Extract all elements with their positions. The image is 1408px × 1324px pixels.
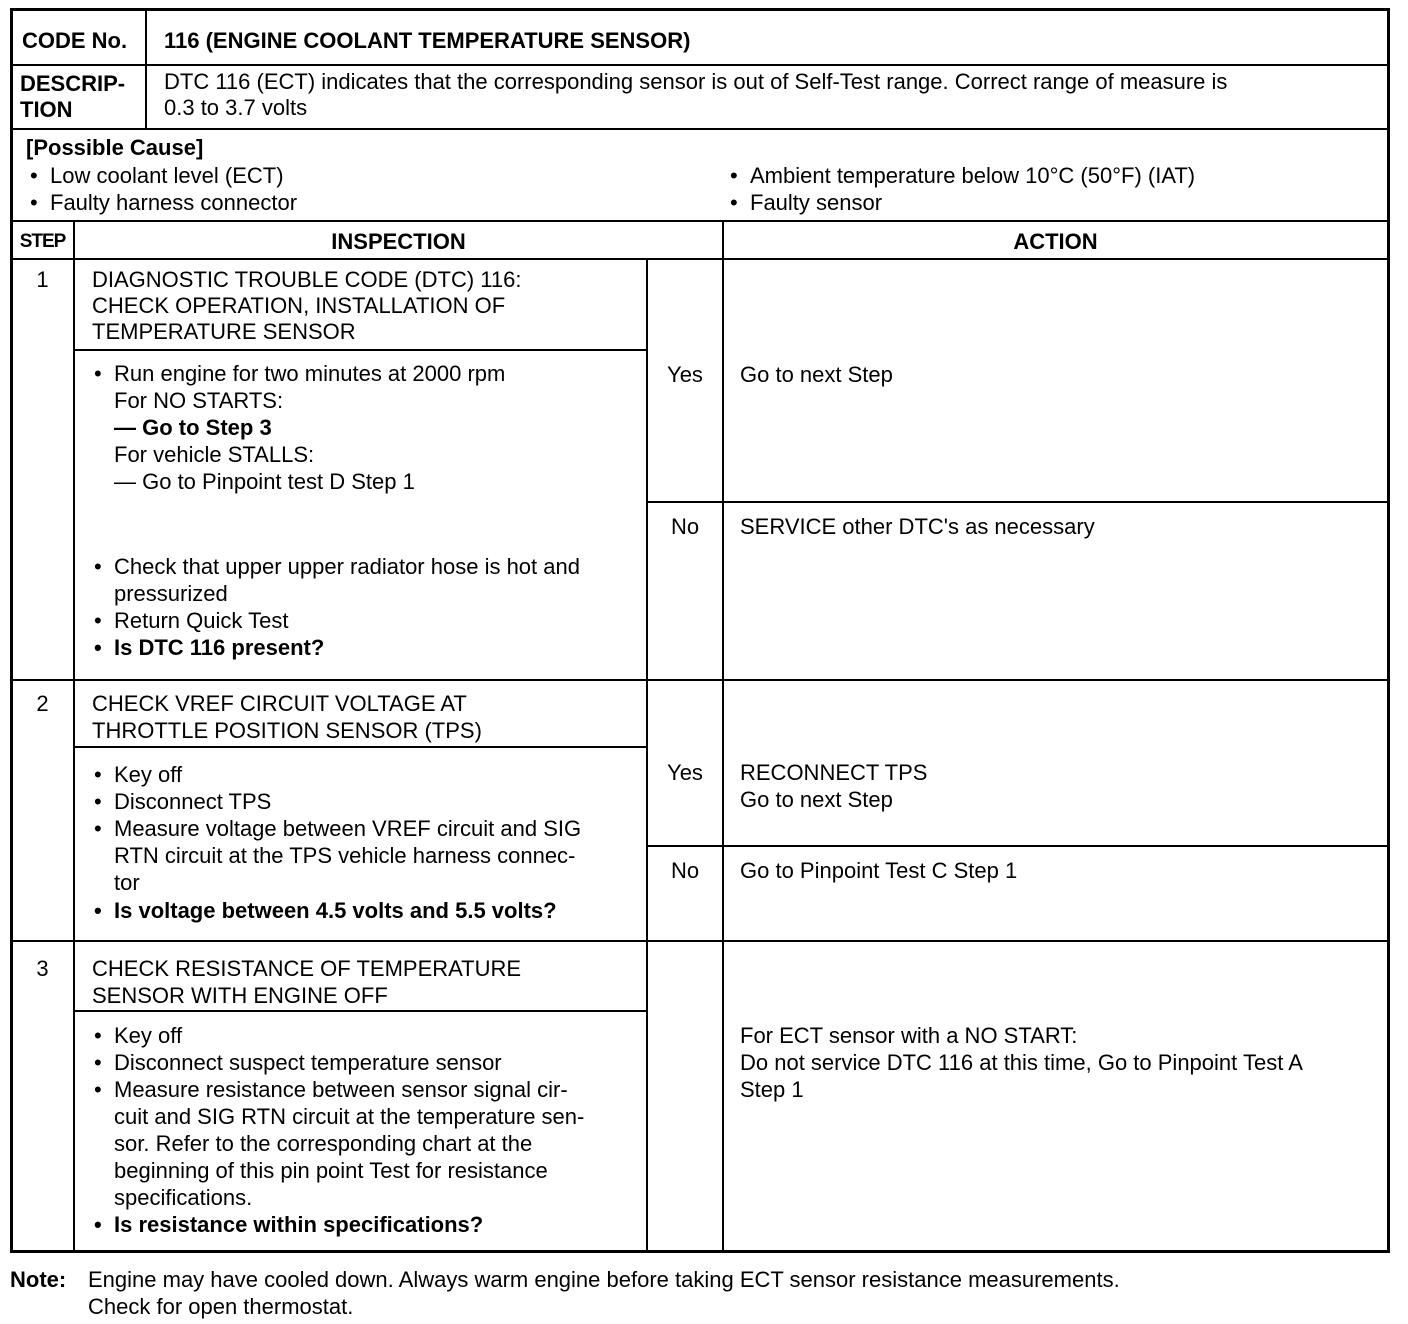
rule-step2: [10, 679, 1390, 681]
description-text-line2: 0.3 to 3.7 volts: [164, 95, 308, 120]
no-action: SERVICE other DTC's as necessary: [740, 514, 1095, 539]
step-instruction-list: [90, 761, 581, 842]
step-title-line: TEMPERATURE SENSOR: [92, 319, 356, 344]
step-number: 2: [36, 691, 49, 716]
instruction-subline: — Go to Pinpoint test D Step 1: [114, 469, 415, 494]
step-number: 1: [36, 267, 49, 292]
instruction-item: • Disconnect TPS: [90, 788, 581, 815]
instruction-item: • Check that upper upper radiator hose is hot and: [90, 553, 580, 580]
step-number: 3: [36, 956, 49, 981]
description-text-line1: DTC 116 (ECT) indicates that the corresponding sensor is out of Self-Test range. Correct range of measure is: [164, 69, 1228, 94]
instruction-subline: beginning of this pin point Test for resistance: [114, 1158, 548, 1183]
step-instruction-list: [90, 553, 580, 580]
step-question: • Is DTC 116 present?: [90, 634, 324, 661]
rule-step2-title: [73, 746, 647, 748]
no-label: No: [670, 858, 700, 883]
step-instruction-list: [90, 897, 557, 924]
step-title-line: CHECK RESISTANCE OF TEMPERATURE: [92, 956, 522, 981]
rule-step3: [10, 940, 1390, 942]
yes-action: Go to next Step: [740, 787, 893, 812]
rule-step1-yesno: [647, 501, 1390, 503]
column-header-inspection: INSPECTION: [331, 229, 466, 254]
note-line: Engine may have cooled down. Always warm engine before taking ECT sensor resistance measurements.: [88, 1267, 1120, 1292]
instruction-item: • Disconnect suspect temperature sensor: [90, 1049, 568, 1076]
cause-item: • Faulty sensor: [726, 189, 1195, 216]
rule-step2-yesno: [647, 845, 1390, 847]
instruction-subline: For vehicle STALLS:: [114, 442, 315, 467]
rule-header: [10, 64, 1390, 66]
step-title-line: CHECK OPERATION, INSTALLATION OF: [92, 293, 506, 318]
step-title-line: SENSOR WITH ENGINE OFF: [92, 983, 388, 1008]
possible-cause-title: [Possible Cause]: [26, 135, 204, 160]
step-title-line: CHECK VREF CIRCUIT VOLTAGE AT: [92, 691, 467, 716]
step-title-line: THROTTLE POSITION SENSOR (TPS): [92, 718, 482, 743]
instruction-subline: cuit and SIG RTN circuit at the temperature sen-: [114, 1104, 585, 1129]
instruction-item: • Measure resistance between sensor signal cir-: [90, 1076, 568, 1103]
step-question: • Is voltage between 4.5 volts and 5.5 volts?: [90, 897, 557, 924]
step-instruction-list: [90, 607, 324, 661]
instruction-subline: specifications.: [114, 1185, 253, 1210]
step-action: Step 1: [740, 1077, 804, 1102]
cause-list-right: [726, 162, 1195, 216]
instruction-item: • Key off: [90, 1022, 568, 1049]
step-action: Do not service DTC 116 at this time, Go to Pinpoint Test A: [740, 1050, 1303, 1075]
step-instruction-list: [90, 1022, 568, 1103]
rule-description: [10, 128, 1390, 130]
column-header-step: STEP: [19, 231, 66, 252]
instruction-item: • Measure voltage between VREF circuit and SIG: [90, 815, 581, 842]
description-label-line1: DESCRIP-: [20, 71, 126, 96]
instruction-subline: For NO STARTS:: [114, 388, 284, 413]
rule-causes: [10, 220, 1390, 222]
no-label: No: [670, 514, 700, 539]
code-value: 116 (ENGINE COOLANT TEMPERATURE SENSOR): [164, 28, 691, 53]
cause-item: • Ambient temperature below 10°C (50°F) (IAT): [726, 162, 1195, 189]
instruction-subline: tor: [114, 870, 140, 895]
rule-step3-title: [73, 1010, 647, 1012]
instruction-subline: RTN circuit at the TPS vehicle harness connec-: [114, 843, 576, 868]
no-action: Go to Pinpoint Test C Step 1: [740, 858, 1018, 883]
yes-action: Go to next Step: [740, 362, 893, 387]
instruction-subline: — Go to Step 3: [114, 415, 272, 440]
note-line: Check for open thermostat.: [88, 1294, 354, 1319]
instruction-item: • Key off: [90, 761, 581, 788]
instruction-subline: sor. Refer to the corresponding chart at the: [114, 1131, 533, 1156]
cause-item: • Low coolant level (ECT): [26, 162, 297, 189]
cause-list-left: [26, 162, 297, 216]
step-instruction-list: [90, 1211, 483, 1238]
yes-label: Yes: [667, 760, 703, 785]
yes-action: RECONNECT TPS: [740, 760, 928, 785]
rule-action-col: [722, 220, 724, 1253]
rule-step1-title: [73, 349, 647, 351]
cause-item: • Faulty harness connector: [26, 189, 297, 216]
rule-yesno-col: [646, 258, 648, 1253]
footnote: [10, 1266, 66, 1293]
column-header-action: ACTION: [1013, 229, 1098, 254]
step-title-line: DIAGNOSTIC TROUBLE CODE (DTC) 116:: [92, 267, 522, 292]
rule-columns: [10, 258, 1390, 260]
instruction-item: • Return Quick Test: [90, 607, 324, 634]
step-question: • Is resistance within specifications?: [90, 1211, 483, 1238]
code-label: CODE No.: [22, 28, 128, 53]
description-label-line2: TION: [20, 97, 73, 122]
note-label: Note:: [10, 1267, 67, 1292]
step-action: For ECT sensor with a NO START:: [740, 1023, 1078, 1048]
step-instruction-list: [90, 360, 505, 387]
yes-label: Yes: [667, 362, 703, 387]
instruction-subline: pressurized: [114, 581, 228, 606]
rule-step-col: [73, 220, 75, 1253]
instruction-item: • Run engine for two minutes at 2000 rpm: [90, 360, 505, 387]
rule-code-col: [145, 8, 147, 129]
